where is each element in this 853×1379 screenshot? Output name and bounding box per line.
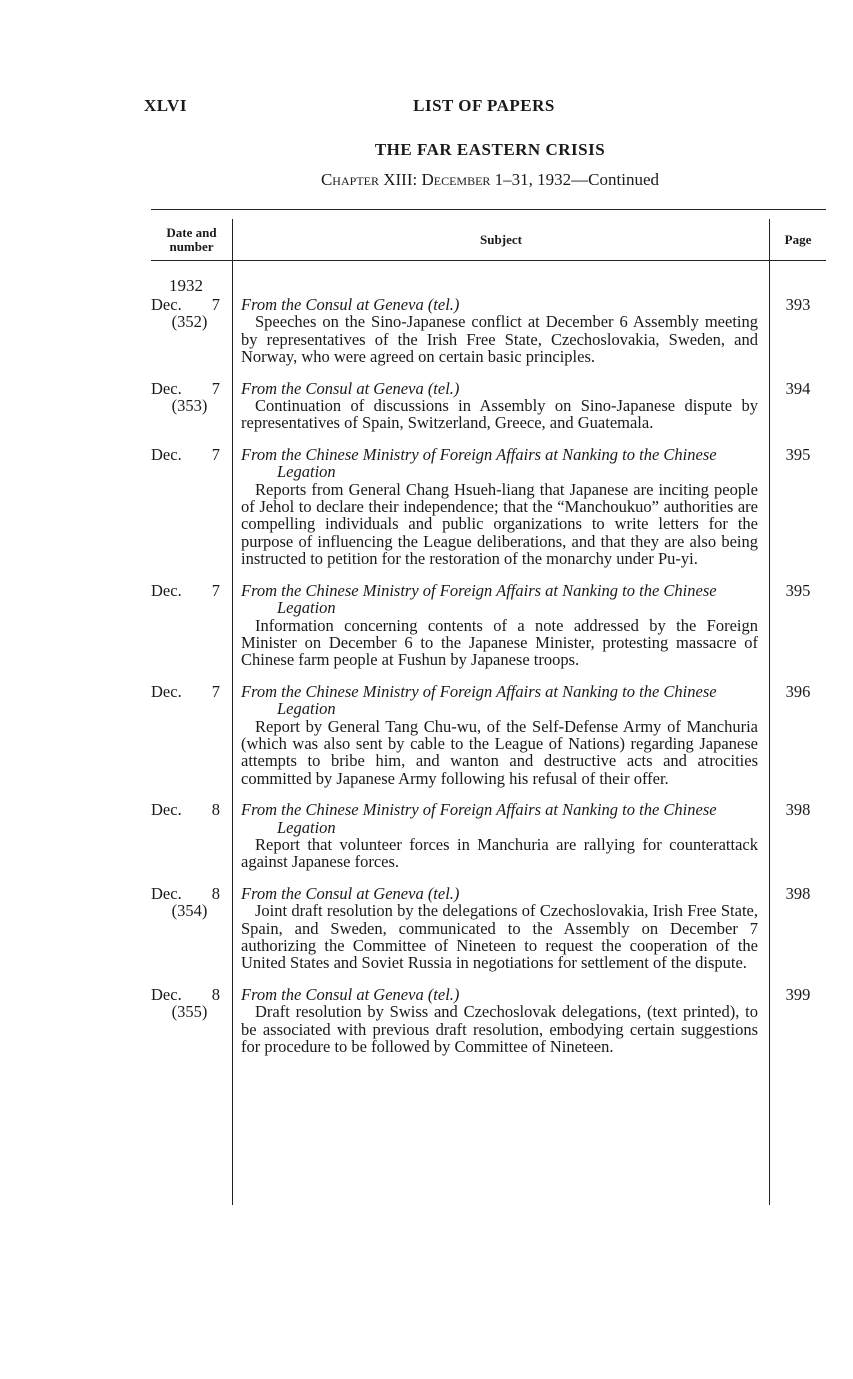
- page-number: 393: [785, 295, 811, 314]
- chapter-title: [150, 170, 830, 190]
- date-month: Dec.: [151, 984, 182, 1004]
- date-cell: [151, 801, 220, 818]
- table-row: [151, 446, 826, 568]
- table-row: [151, 885, 826, 972]
- date-month: Dec.: [151, 883, 182, 903]
- column-header-subject: Subject: [480, 232, 522, 247]
- year-label: 1932: [169, 276, 203, 295]
- page-number: 396: [785, 681, 811, 701]
- subject-text: Reports from General Chang Hsueh-liang that Japanese are inciting people of Jehol to declare their independence; that the “Manchoukuo” authorities are compelling individuals and public organizations to write letters for the purpose of influencing the League deliberations, and that they are also being instructed to petition for the restoration of the monarchy under Pu-yi.: [241, 479, 758, 569]
- date-month: Dec.: [151, 378, 182, 398]
- subject-cell: [241, 582, 758, 669]
- date-day: 7: [211, 681, 220, 701]
- date-cell: [151, 296, 220, 331]
- chapter-label: Chapter: [320, 170, 379, 189]
- section-title: THE FAR EASTERN CRISIS: [374, 140, 606, 159]
- date-cell: [151, 446, 220, 463]
- page-number: 395: [785, 444, 811, 464]
- subject-text: Draft resolution by Swiss and Czechoslovak delegations, (text printed), to be associated with previous draft resolution, embodying certain suggestions for procedure to be followed by Committee of Nineteen.: [241, 1002, 758, 1057]
- page-number: 398: [785, 883, 811, 903]
- sender-heading: From the Chinese Ministry of Foreign Affairs at Nanking to the Chinese Legation: [241, 444, 717, 482]
- sender-heading: From the Consul at Geneva (tel.): [241, 295, 460, 314]
- date-cell: [151, 683, 220, 700]
- page-number: 398: [785, 800, 811, 820]
- column-header-date: Date and number: [166, 225, 217, 254]
- subject-cell: [241, 885, 758, 972]
- subject-cell: [241, 296, 758, 366]
- sender-heading: From the Consul at Geneva (tel.): [241, 984, 460, 1004]
- date-day: 8: [211, 800, 220, 820]
- table-row: [151, 683, 826, 787]
- date-day: 7: [211, 580, 220, 600]
- date-month: Dec.: [151, 800, 182, 820]
- subject-text: Report by General Tang Chu-wu, of the Self-Defense Army of Manchuria (which was also sent by cable to the League of Nations) regarding Japanese attempts to bribe him, and wanton and destructive acts and atrocities committed by Japanese Army following his refusal of their offer.: [241, 716, 758, 788]
- page-number: 394: [785, 378, 811, 398]
- subject-cell: [241, 446, 758, 568]
- subject-text: Continuation of discussions in Assembly on Sino-Japanese dispute by representatives of Spain, Switzerland, Greece, and Guatemala.: [241, 396, 758, 433]
- date-cell: [151, 885, 220, 920]
- date-cell: [151, 380, 220, 415]
- date-month: Dec.: [151, 444, 182, 464]
- table-row: [151, 986, 826, 1056]
- sender-heading: From the Chinese Ministry of Foreign Affairs at Nanking to the Chinese Legation: [241, 580, 717, 618]
- table-top-rule: [151, 209, 826, 210]
- subject-cell: [241, 380, 758, 432]
- date-day: 7: [211, 444, 220, 464]
- table-row: [151, 380, 826, 432]
- running-title: LIST OF PAPERS: [413, 96, 555, 115]
- papers-table: [151, 209, 826, 1205]
- telegram-number: (354): [171, 901, 208, 921]
- column-header-page: Page: [784, 232, 812, 247]
- telegram-number: (353): [171, 396, 208, 416]
- subject-text: Speeches on the Sino-Japanese conflict at December 6 Assembly meeting by representatives of the Irish Free State, Czechoslovakia, Sweden, and Norway, who were agreed on certain basic principles.: [241, 312, 758, 367]
- running-head: [144, 96, 824, 120]
- table-row: [151, 582, 826, 669]
- table-row: [151, 296, 826, 366]
- telegram-number: (355): [171, 1002, 208, 1022]
- telegram-number: (352): [171, 312, 208, 332]
- date-day: 8: [211, 984, 220, 1004]
- date-month: Dec.: [151, 580, 182, 600]
- subject-cell: [241, 801, 758, 871]
- chapter-months: December: [421, 170, 491, 189]
- subject-cell: [241, 986, 758, 1056]
- date-month: Dec.: [151, 681, 182, 701]
- date-day: 7: [211, 378, 220, 398]
- date-cell: [151, 582, 220, 599]
- sender-heading: From the Consul at Geneva (tel.): [241, 883, 460, 903]
- subject-text: Report that volunteer forces in Manchuria are rallying for counterattack against Japanese forces.: [241, 834, 758, 872]
- page-number: 399: [785, 984, 811, 1004]
- chapter-number: XIII:: [383, 170, 418, 189]
- sender-heading: From the Consul at Geneva (tel.): [241, 378, 460, 398]
- subject-cell: [241, 683, 758, 787]
- chapter-range: 1–31, 1932—Continued: [494, 170, 660, 189]
- table-row: [151, 801, 826, 871]
- date-month: Dec.: [151, 295, 182, 314]
- date-cell: [151, 986, 220, 1021]
- page-folio: XLVI: [144, 96, 187, 115]
- date-day: 7: [211, 295, 220, 314]
- sender-heading: From the Chinese Ministry of Foreign Affairs at Nanking to the Chinese Legation: [241, 681, 717, 719]
- date-day: 8: [211, 883, 220, 903]
- subject-text: Joint draft resolution by the delegations of Czechoslovakia, Irish Free State, Spain, and Sweden, communicated to the Assembly on December 7 authorizing the Committee of Nineteen to request the cooperation of the United States and Soviet Russia in negotiations for settlement of the dispute.: [241, 901, 758, 973]
- sender-heading: From the Chinese Ministry of Foreign Affairs at Nanking to the Chinese Legation: [241, 800, 717, 837]
- table-body: [151, 296, 826, 1069]
- subject-text: Information concerning contents of a note addressed by the Foreign Minister on December 6 to the Japanese Minister, protesting massacre of Chinese farm people at Fushun by Japanese troops.: [241, 615, 758, 670]
- page-number: 395: [785, 580, 811, 600]
